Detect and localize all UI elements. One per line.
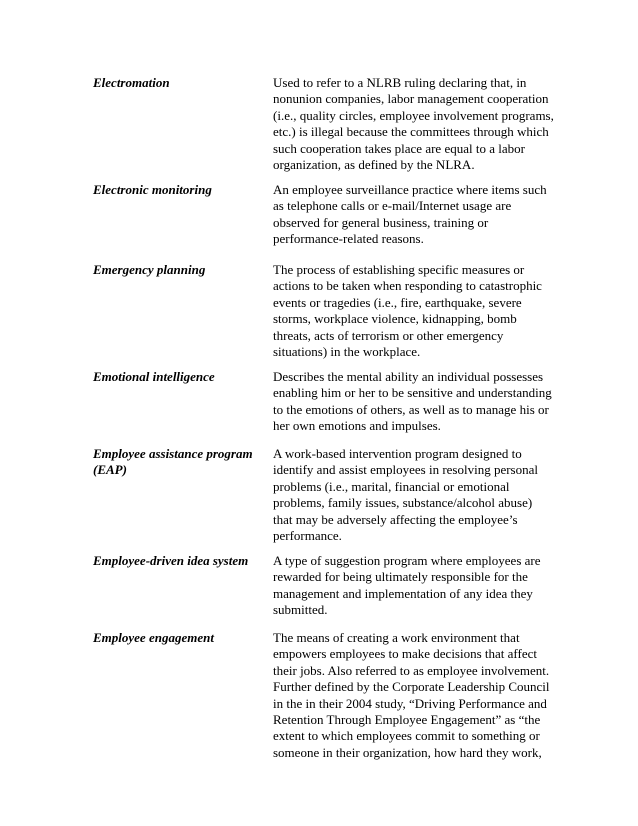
definition-line: such cooperation takes place are equal to a labor (273, 140, 525, 156)
definition-line: Further defined by the Corporate Leadership Council (273, 679, 550, 695)
glossary-definition (273, 262, 563, 360)
definition-line: rewarded for being ultimately responsible for the (273, 569, 528, 585)
term-line: Emergency planning (93, 262, 206, 277)
definition-line: someone in their organization, how hard they work, (273, 744, 542, 760)
definition-line: performance. (273, 528, 342, 544)
glossary-term (93, 369, 263, 385)
definition-line: A work-based intervention program designed to (273, 446, 522, 461)
glossary-term (93, 262, 263, 278)
definition-line: problems, family issues, substance/alcohol abuse) (273, 495, 533, 511)
definition-line: management and implementation of any idea they (273, 585, 533, 601)
definition-line: identify and assist employees in resolving personal (273, 462, 539, 478)
glossary-term (93, 182, 263, 198)
term-line: (EAP) (93, 462, 127, 478)
definition-line: The process of establishing specific measures or (273, 262, 525, 277)
term-line: Employee-driven idea system (93, 553, 249, 568)
glossary-definition (273, 446, 563, 544)
definition-line: in the in their 2004 study, “Driving Performance and (273, 695, 547, 711)
definition-line: their jobs. Also referred to as employee involvement. (273, 662, 550, 678)
definition-line: her own emotions and impulses. (273, 418, 441, 434)
term-line: Employee engagement (93, 630, 214, 645)
definition-line: An employee surveillance practice where items such (273, 182, 547, 197)
glossary-term (93, 630, 263, 646)
definition-line: etc.) is illegal because the committees through which (273, 124, 549, 140)
glossary-term (93, 75, 263, 91)
term-line: Electromation (93, 75, 170, 90)
definition-line: problems (i.e., marital, financial or emotional (273, 478, 510, 494)
definition-line: The means of creating a work environment that (273, 630, 520, 645)
glossary-definition (273, 369, 563, 435)
term-line: Electronic monitoring (93, 182, 212, 197)
definition-line: submitted. (273, 602, 328, 618)
term-line: Emotional intelligence (93, 369, 215, 384)
definition-line: organization, as defined by the NLRA. (273, 157, 475, 173)
definition-line: actions to be taken when responding to catastrophic (273, 278, 542, 294)
glossary-term (93, 446, 263, 479)
definition-line: Describes the mental ability an individual possesses (273, 369, 544, 384)
glossary-definition (273, 182, 563, 248)
definition-line: Used to refer to a NLRB ruling declaring that, in (273, 75, 527, 90)
definition-line: as telephone calls or e-mail/Internet usage are (273, 198, 512, 214)
definition-line: observed for general business, training or (273, 214, 489, 230)
definition-line: nonunion companies, labor management cooperation (273, 91, 549, 107)
definition-line: situations) in the workplace. (273, 344, 421, 360)
definition-line: threats, acts of terrorism or other emergency (273, 327, 504, 343)
definition-line: performance-related reasons. (273, 231, 424, 247)
glossary-definition (273, 630, 563, 761)
definition-line: that may be adversely affecting the employee’s (273, 511, 518, 527)
definition-line: (i.e., quality circles, employee involvement programs, (273, 107, 554, 123)
glossary-term (93, 553, 263, 569)
glossary-definition (273, 75, 563, 173)
glossary-definition (273, 553, 563, 619)
definition-line: storms, workplace violence, kidnapping, bomb (273, 311, 517, 327)
definition-line: empowers employees to make decisions that affect (273, 646, 538, 662)
definition-line: to the emotions of others, as well as to manage his or (273, 401, 549, 417)
definition-line: Retention Through Employee Engagement” as “the (273, 712, 541, 728)
definition-line: events or tragedies (i.e., fire, earthquake, severe (273, 294, 522, 310)
definition-line: A type of suggestion program where employees are (273, 553, 541, 568)
definition-line: enabling him or her to be sensitive and understanding (273, 385, 552, 401)
definition-line: extent to which employees commit to something or (273, 728, 540, 744)
term-line: Employee assistance program (93, 446, 253, 461)
